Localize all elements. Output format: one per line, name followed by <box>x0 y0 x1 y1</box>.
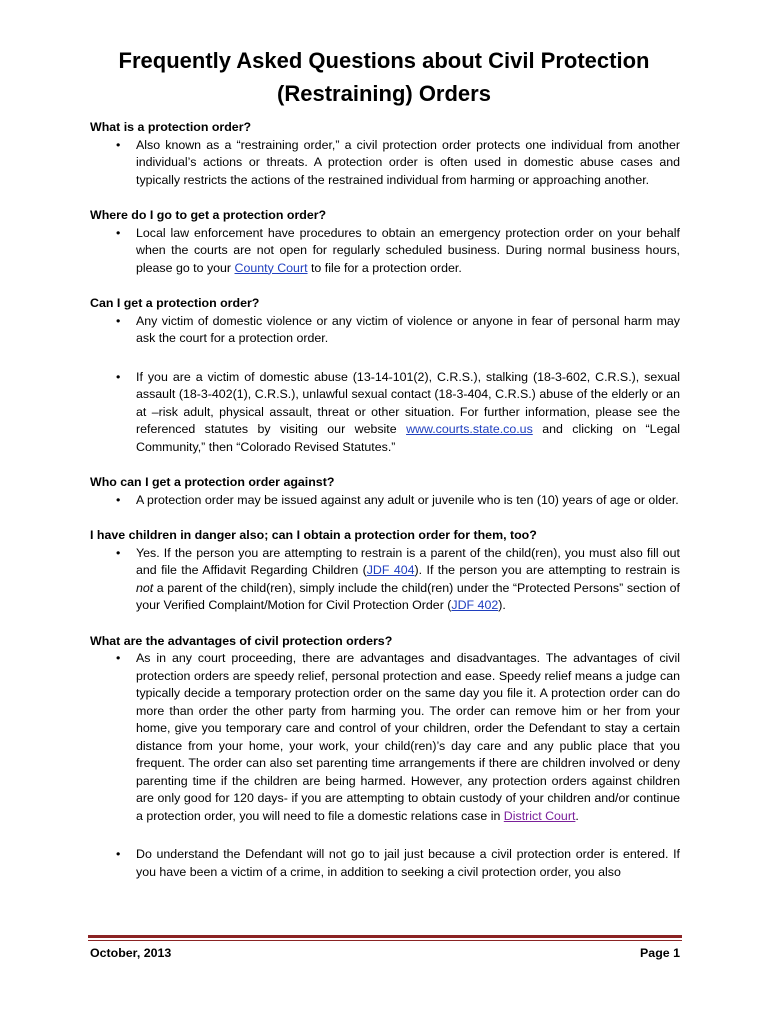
faq-answer <box>116 225 680 278</box>
answer-text: to file for a protection order. <box>307 260 462 275</box>
answer-text: Any victim of domestic violence or any victim of violence or anyone in fear of personal harm may ask the court for a protection order. <box>136 313 680 345</box>
district-court-link[interactable]: District Court <box>503 808 576 823</box>
bullet-icon: • <box>116 492 121 507</box>
faq-answer <box>116 137 680 190</box>
faq-answer <box>116 369 681 457</box>
faq-answer <box>116 545 681 615</box>
bullet-icon: • <box>116 225 121 240</box>
faq-content <box>90 119 680 881</box>
faq-question-advantages: What are the advantages of civil protection orders? <box>90 633 393 648</box>
footer-rule-thin <box>88 940 682 941</box>
faq-answer <box>116 846 680 881</box>
answer-text: and clicking on “Legal Community,” then “Colorado Revised Statutes.” <box>136 422 681 454</box>
answer-text: Also known as a “restraining order,” a civil protection order protects one individual from another individual’s actions or threats. A protection order is often used in domestic abuse cases and typically restricts the actions of the restrained individual from harming or approaching another. <box>136 137 680 187</box>
courts-website-link[interactable]: www.courts.state.co.us <box>406 422 533 436</box>
answer-text: ). <box>498 598 506 612</box>
bullet-icon: • <box>116 313 121 328</box>
answer-text: A protection order may be issued against any adult or juvenile who is ten (10) years of age or older. <box>136 492 679 507</box>
faq-question-what-is: What is a protection order? <box>90 120 252 134</box>
title-line-1: Frequently Asked Questions about Civil Protection <box>118 48 650 73</box>
footer-rule-thick <box>88 935 682 938</box>
bullet-icon: • <box>116 545 121 560</box>
jdf-404-link[interactable]: JDF 404 <box>366 563 415 577</box>
page-title <box>60 44 708 110</box>
jdf-402-link[interactable]: JDF 402 <box>451 598 499 612</box>
answer-text: Yes. If the person you are attempting to restrain is a parent of the child(ren), you must also fill out and file the Affidavit Regarding Children ( <box>136 545 680 577</box>
answer-text: . <box>575 808 579 823</box>
answer-emphasis: not <box>136 580 154 595</box>
faq-answer <box>116 650 680 825</box>
answer-text: If you are a victim of domestic abuse (13-14-101(2), C.R.S.), stalking (18-3-602, C.R.S.), sexual assault (18-3-402(1), C.R.S.), unlawful sexual contact (18-3-404, C.R.S.) abuse of the elderly or an at –risk adult, physical assault, threat or other situation. For further information, please see the referenced statutes by visiting our website <box>136 369 680 436</box>
faq-question-where: Where do I go to get a protection order? <box>90 208 327 222</box>
bullet-icon: • <box>116 847 121 861</box>
faq-answer <box>116 492 680 510</box>
county-court-link[interactable]: County Court <box>234 260 308 275</box>
faq-question-children: I have children in danger also; can I obtain a protection order for them, too? <box>90 528 537 542</box>
footer-page-number: Page 1 <box>640 946 680 960</box>
title-line-2: (Restraining) Orders <box>277 81 491 106</box>
answer-text: As in any court proceeding, there are advantages and disadvantages. The advantages of civil protection orders are speedy relief, personal protection and ease. Speedy relief means a judge can typically decide a temporary protection order on the same day you file it. A protection order can do more than order the other party from harming you. The order can remove him or her from your home, give you temporary care and control of your children, order the Defendant to stay a certain distance from your home, your work, your child(ren)’s day care and any public place that you frequent. The order can also set parenting time arrangements if there are children involved or deny parenting time if the children are being harmed. However, any protection orders against children are only good for 120 days- if you are attempting to obtain custody of your children and/or continue a protection order, you will need to file a domestic relations case in <box>136 651 680 823</box>
answer-text: Do understand the Defendant will not go to jail just because a civil protection order is entered. If you have been a victim of a crime, in addition to seeking a civil protection order, you also <box>136 847 680 879</box>
bullet-icon: • <box>116 137 121 152</box>
answer-text: ). If the person you are attempting to restrain is <box>414 563 681 577</box>
bullet-icon: • <box>116 369 121 384</box>
answer-text: Local law enforcement have procedures to obtain an emergency protection order on your behalf when the courts are not open for regularly scheduled business. During normal business hours, please go to your <box>136 225 680 275</box>
bullet-icon: • <box>116 651 121 665</box>
footer-date: October, 2013 <box>90 946 172 960</box>
faq-question-can-i: Can I get a protection order? <box>90 296 260 310</box>
faq-question-who: Who can I get a protection order against? <box>90 475 335 489</box>
answer-text: a parent of the child(ren), simply include the child(ren) under the “Protected Persons” section of your Verified Complaint/Motion for Civil Protection Order ( <box>136 580 680 612</box>
faq-answer <box>116 313 680 348</box>
